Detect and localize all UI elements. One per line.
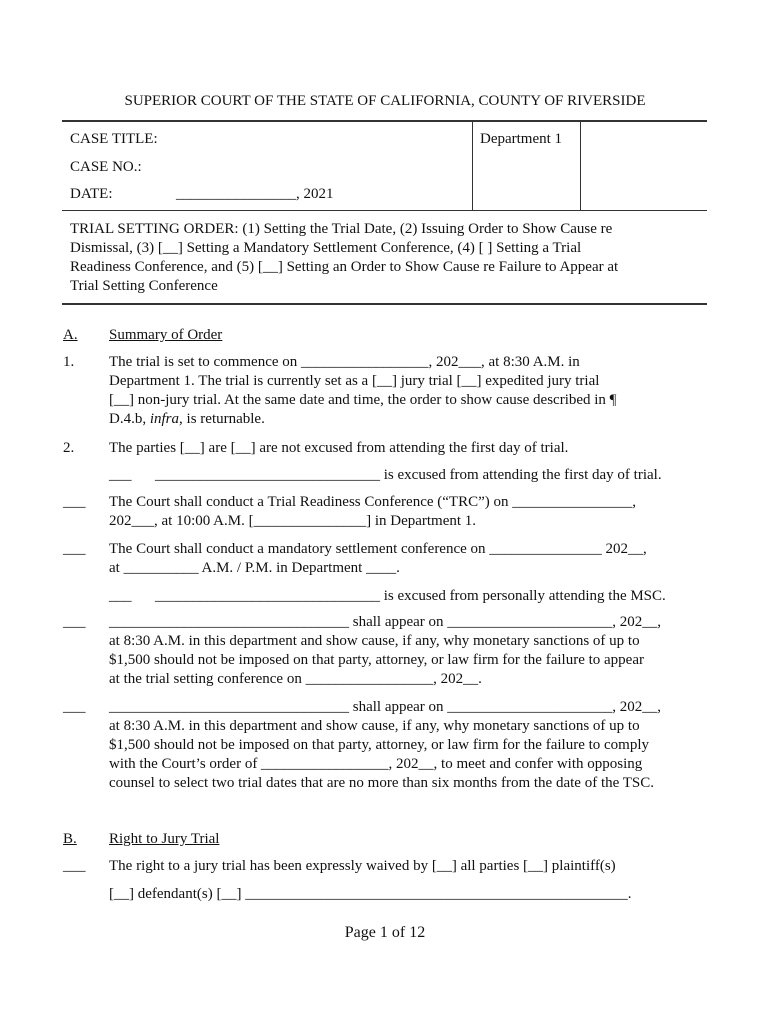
msc-line-1: The Court shall conduct a mandatory settlement conference on _______________ 202__,	[109, 541, 647, 557]
osc-meet-line-5: counsel to select two trial dates that are no more than six months from the date of the TSC.	[109, 775, 655, 791]
item-2-marker: 2.	[63, 440, 75, 456]
osc-meet-line-2: at 8:30 A.M. in this department and show cause, if any, why monetary sanctions of up to	[109, 718, 640, 734]
item-1-line-2: Department 1. The trial is currently set as a [__] jury trial [__] expedited jury trial	[109, 373, 600, 389]
order-title-line-3: Readiness Conference, and (5) [__] Setting an Order to Show Cause re Failure to Appear at	[70, 259, 619, 275]
trc-line-2: 202___, at 10:00 A.M. [_______________] in Department 1.	[109, 513, 477, 529]
date-value: ________________, 2021	[176, 186, 334, 202]
osc-tsc-line-4: at the trial setting conference on _________________, 202__.	[109, 671, 482, 687]
item-1-marker: 1.	[63, 354, 75, 370]
section-a-heading: Summary of Order	[109, 327, 223, 343]
caption-mid-rule	[62, 210, 707, 211]
osc-meet-line-3: $1,500 should not be imposed on that party, attorney, or law firm for the failure to comply	[109, 737, 650, 753]
page-number: Page 1 of 12	[344, 924, 426, 941]
caption-top-rule	[62, 120, 707, 122]
msc-line-2: at __________ A.M. / P.M. in Department ____.	[109, 560, 400, 576]
msc-sub-marker: ___	[109, 588, 132, 604]
osc-tsc-line-2: at 8:30 A.M. in this department and show cause, if any, why monetary sanctions of up to	[109, 633, 640, 649]
item-1-line-3: [__] non-jury trial. At the same date and time, the order to show cause described in ¶	[109, 392, 617, 408]
jury-waiver-line-1: The right to a jury trial has been expressly waived by [__] all parties [__] plaintiff(s)	[109, 858, 616, 874]
jury-waiver-marker: ___	[63, 858, 86, 874]
section-a-letter: A.	[63, 327, 78, 343]
osc-tsc-line-1: ________________________________ shall appear on ______________________, 202__,	[109, 614, 662, 630]
section-b-letter: B.	[63, 831, 77, 847]
msc-marker: ___	[63, 541, 86, 557]
trc-marker: ___	[63, 494, 86, 510]
item-2-line-1: The parties [__] are [__] are not excused from attending the first day of trial.	[109, 440, 569, 456]
section-b-heading: Right to Jury Trial	[109, 831, 220, 847]
infra-italic: infra	[149, 411, 180, 427]
caption-divider-2	[580, 121, 581, 211]
court-heading: SUPERIOR COURT OF THE STATE OF CALIFORNIA, COUNTY OF RIVERSIDE	[124, 93, 646, 109]
jury-waiver-line-2: [__] defendant(s) [__] ___________________________________________________.	[109, 886, 632, 902]
item-1-line-1: The trial is set to commence on _________________, 202___, at 8:30 A.M. in	[109, 354, 580, 370]
msc-sub-line: ______________________________ is excused from personally attending the MSC.	[155, 588, 666, 604]
order-title-line-4: Trial Setting Conference	[70, 278, 218, 294]
osc-meet-marker: ___	[63, 699, 86, 715]
item-2-sub-line: ______________________________ is excused from attending the first day of trial.	[155, 467, 662, 483]
item-1-line-4: D.4.b, infra, is returnable.	[109, 411, 265, 427]
caption-divider-1	[472, 121, 473, 211]
osc-meet-line-4: with the Court’s order of _________________, 202__, to meet and confer with opposing	[109, 756, 643, 772]
order-title-line-2: Dismissal, (3) [__] Setting a Mandatory Settlement Conference, (4) [ ] Setting a Trial	[70, 240, 582, 256]
order-title-line-1: TRIAL SETTING ORDER: (1) Setting the Trial Date, (2) Issuing Order to Show Cause re	[70, 221, 613, 237]
order-title-bottom-rule	[62, 303, 707, 305]
osc-meet-line-1: ________________________________ shall appear on ______________________, 202__,	[109, 699, 662, 715]
case-no-label: CASE NO.:	[70, 159, 142, 175]
item-2-sub-marker: ___	[109, 467, 132, 483]
trc-line-1: The Court shall conduct a Trial Readiness Conference (“TRC”) on ________________,	[109, 494, 636, 510]
department-label: Department 1	[480, 131, 563, 147]
date-label: DATE:	[70, 186, 113, 202]
case-title-label: CASE TITLE:	[70, 131, 158, 147]
osc-tsc-line-3: $1,500 should not be imposed on that party, attorney, or law firm for the failure to appear	[109, 652, 644, 668]
osc-tsc-marker: ___	[63, 614, 86, 630]
